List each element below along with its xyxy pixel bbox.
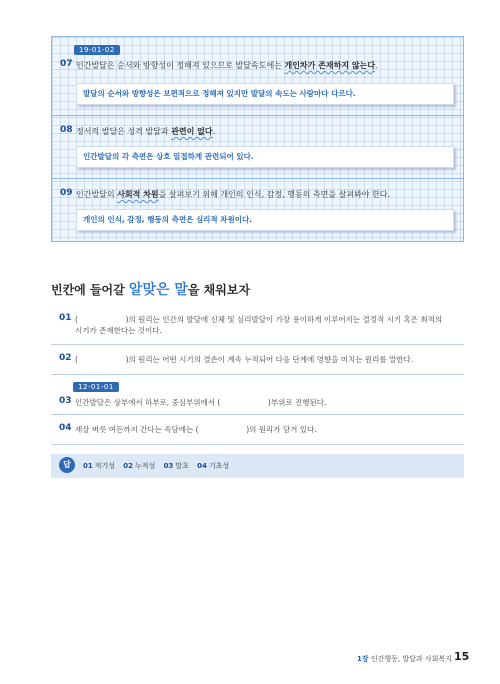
review-item-09 (52, 179, 463, 242)
answer-number: 02 (123, 462, 134, 470)
question-number: 02 (59, 353, 72, 363)
section-title-prefix: 빈칸에 들어갈 (51, 283, 129, 297)
question-text (76, 60, 378, 71)
answer-note (76, 83, 454, 105)
question-text (75, 397, 326, 408)
question-text-suffix: . (212, 127, 216, 136)
question-text-prefix: 인간발달은 순서와 방향성이 정해져 있으므로 발달속도에는 (76, 61, 285, 70)
answer-text: 적기성 (94, 462, 116, 470)
section-title-highlight: 알맞은 말 (128, 282, 188, 298)
answer-text: 개인의 인식, 감정, 행동의 측면은 심리적 차원이다. (83, 215, 253, 224)
review-item-07 (52, 37, 463, 115)
answer-item (197, 462, 229, 470)
exam-tag: 19-01-02 (74, 45, 120, 55)
answer-note (76, 146, 454, 168)
footer-title: 인간행동, 발달과 사회복지 (368, 655, 452, 663)
fill-item-04 (51, 414, 464, 445)
running-footer (357, 654, 452, 664)
question-text-prefix: 인간발달의 (76, 190, 118, 199)
answer-icon: 답 (59, 457, 75, 473)
fill-item-02 (51, 344, 464, 375)
question-number: 01 (59, 313, 72, 323)
answer-number: 03 (163, 462, 174, 470)
answer-item (164, 462, 189, 470)
answer-item (83, 462, 115, 470)
question-line: 인간발달은 상부에서 하부로, 중심부위에서 ( )부위로 진행된다. (75, 398, 327, 407)
question-text (75, 354, 413, 365)
question-text (76, 126, 215, 137)
question-number: 03 (59, 396, 72, 406)
question-text-prefix: 정서적 발달은 성격 발달과 (76, 127, 172, 136)
answer-item (123, 462, 155, 470)
question-text (76, 189, 390, 200)
answer-bar (51, 454, 464, 478)
exam-tag: 12-01-01 (73, 382, 119, 392)
section-title (51, 279, 250, 299)
answer-text: 말초 (175, 462, 189, 470)
question-line: ( )의 원리는 어떤 시기의 결손이 계속 누적되어 다음 단계에 영향을 미치는 원리를 말한다. (75, 355, 414, 364)
answer-number: 01 (83, 462, 93, 470)
answer-list (83, 461, 235, 471)
question-number: 08 (60, 125, 73, 135)
question-number: 09 (60, 188, 73, 198)
question-number: 04 (59, 423, 72, 433)
section-title-suffix: 을 채워보자 (187, 283, 251, 297)
question-text-suffix: . (375, 61, 378, 70)
answer-number: 04 (197, 462, 207, 470)
question-text (75, 314, 442, 336)
question-text-suffix: 을 살펴보기 위해 개인의 인식, 감정, 행동의 측면을 살펴봐야 한다. (158, 190, 391, 199)
review-box (51, 36, 464, 242)
question-line: 세살 버릇 여든까지 간다는 속담에는 ( )의 원리가 담겨 있다. (75, 425, 317, 434)
question-emphasis: 사회적 차원 (117, 190, 159, 199)
answer-text: 발달의 순서와 방향성은 보편적으로 정해져 있지만 발달의 속도는 사람마다 다르다. (83, 89, 356, 98)
question-emphasis: 관련이 없다 (171, 127, 213, 136)
answer-text: 기초성 (208, 462, 230, 470)
page-number: 15 (454, 650, 470, 663)
question-emphasis: 개인차가 존재하지 않는다 (284, 61, 376, 70)
question-text (75, 424, 317, 435)
footer-chapter: 1장 (357, 655, 369, 663)
question-number: 07 (60, 59, 73, 69)
answer-note (76, 209, 454, 231)
answer-text: 누적성 (135, 462, 156, 470)
answer-text: 인간발달의 각 측면은 상호 밀접하게 관련되어 있다. (83, 152, 254, 161)
question-line: ( )의 원리는 인간의 발달에 신체 및 심리발달이 가장 용이하게 이루어지는 결정적 시기 혹은 최적의 (75, 315, 443, 324)
fill-item-01 (51, 306, 464, 345)
review-item-08 (52, 116, 463, 178)
fill-item-03 (51, 374, 464, 415)
question-line: 시기가 존재한다는 것이다. (75, 326, 162, 335)
